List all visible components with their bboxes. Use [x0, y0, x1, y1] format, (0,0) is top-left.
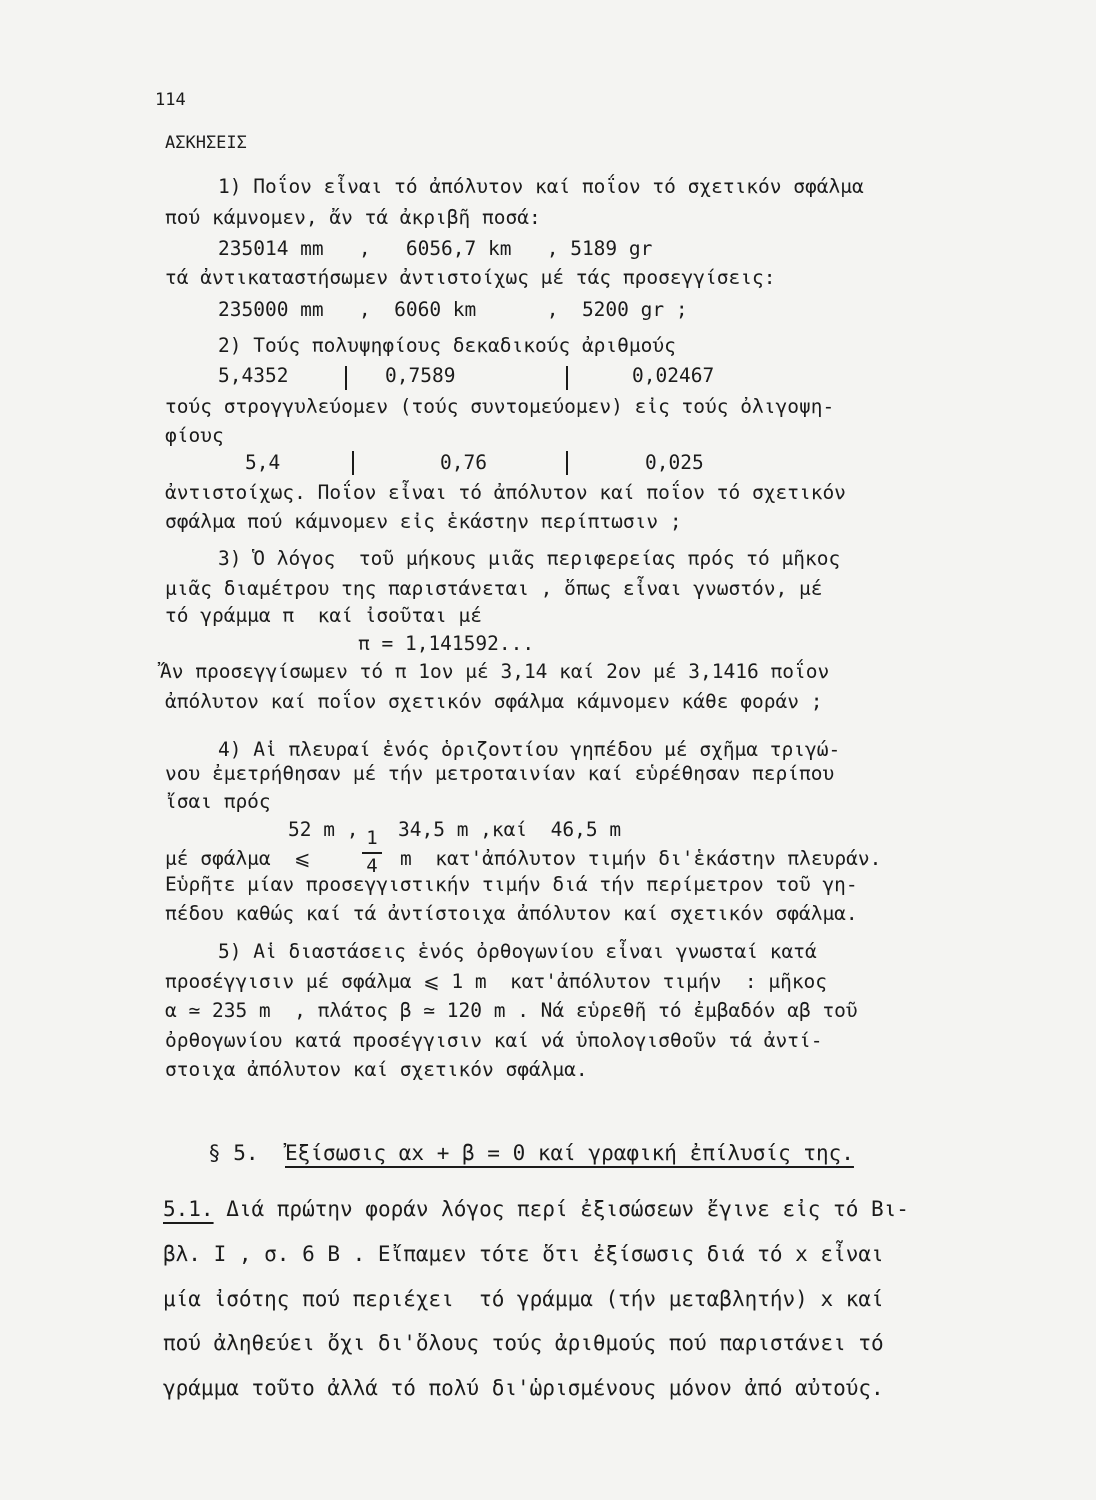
ex4-line-2: νου ἐμετρήθησαν μέ τήν μετροταινίαν καί εὑρέθησαν περίπου — [165, 762, 835, 785]
separator-bar — [345, 366, 347, 390]
ex2-line-6: ἀντιστοίχως. Ποΐον εἶναι τό ἀπόλυτον καί ποΐον τό σχετικόν — [165, 481, 846, 504]
ex4-sides-rest: 34,5 m ,καί 46,5 m — [398, 818, 622, 841]
ex4-line-1: 4) Αἱ πλευραί ἑνός ὁριζοντίου γηπέδου μέ σχῆμα τριγώ- — [218, 738, 841, 761]
ex1-line-3: 235014 mm , 6056,7 km , 5189 gr — [218, 237, 653, 260]
ex5-line-2: προσέγγισιν μέ σφάλμα ⩽ 1 m κατ'ἀπόλυτον τιμήν : μῆκος — [165, 970, 828, 993]
ex5-line-5: στοιχα ἀπόλυτον καί σχετικόν σφάλμα. — [165, 1058, 588, 1081]
ex4-line-3: ἴσαι πρός — [165, 790, 271, 813]
ex3-line-3: τό γράμμα π καί ἰσοῦται μέ — [165, 604, 482, 627]
ex3-line-6: ἀπόλυτον καί ποΐον σχετικόν σφάλμα κάμνομεν κάθε φοράν ; — [165, 690, 823, 713]
para51-line-1 — [163, 1197, 909, 1221]
ex4-line-6: Εὑρῆτε μίαν προσεγγιστικήν τιμήν διά τήν περίμετρον τοῦ γη- — [165, 873, 858, 896]
separator-bar — [566, 451, 568, 475]
ex1-line-5: 235000 mm , 6060 km , 5200 gr ; — [218, 298, 688, 321]
ex2-value-2: 0,7589 — [385, 364, 456, 387]
fraction-numerator: 1 — [366, 827, 378, 849]
section-number: § 5. — [208, 1141, 259, 1165]
para51-line-5: γράμμα τοῦτο ἀλλά τό πολύ δι'ὡρισμένους μόνον ἀπό αὐτούς. — [163, 1376, 884, 1400]
ex2-line-1: 2) Τούς πολυψηφίους δεκαδικούς ἀριθμούς — [218, 334, 676, 357]
ex2-value-3: 0,02467 — [632, 364, 715, 387]
ex2-rounded-1: 5,4 — [245, 451, 281, 474]
ex3-line-2: μιᾶς διαμέτρου της παριστάνεται , ὅπως εἶναι γνωστόν, μέ — [165, 577, 823, 600]
exercises-heading: ΑΣΚΗΣΕΙΣ — [165, 133, 247, 153]
ex5-line-1: 5) Αἱ διαστάσεις ἑνός ὀρθογωνίου εἶναι γνωσταί κατά — [218, 940, 817, 963]
para51-line-3: μία ἰσότης πού περιέχει τό γράμμα (τήν μεταβλητήν) x καί — [163, 1287, 884, 1311]
page-number: 114 — [155, 90, 186, 110]
ex2-line-4: φίους — [165, 424, 224, 447]
para51-line-4: πού ἀληθεύει ὄχι δι'ὅλους τούς ἀριθμούς πού παριστάνει τό — [163, 1331, 884, 1355]
ex5-line-4: ὀρθογωνίου κατά προσέγγισιν καί νά ὑπολογισθοῦν τά ἀντί- — [165, 1029, 823, 1052]
fraction-denominator: 4 — [366, 855, 378, 877]
ex1-line-1: 1) Ποΐον εἶναι τό ἀπόλυτον καί ποΐον τό σχετικόν σφάλμα — [218, 175, 864, 198]
ex4-line-5: m κατ'ἀπόλυτον τιμήν δι'ἑκάστην πλευράν. — [400, 847, 882, 870]
ex1-line-2: πού κάμνομεν, ἄν τά ἀκριβῆ ποσά: — [165, 206, 541, 229]
para51-text: Διά πρώτην φοράν λόγος περί ἐξισώσεων ἔγινε εἰς τό Βι- — [213, 1197, 909, 1221]
ex3-pi-value: π = 1,141592... — [358, 632, 535, 655]
ex3-line-5: Ἄν προσεγγίσωμεν τό π 1ον μέ 3,14 καί 2ον μέ 3,1416 ποΐον — [160, 660, 830, 683]
separator-bar — [566, 366, 568, 390]
ex4-line-7: πέδου καθώς καί τά ἀντίστοιχα ἀπόλυτον καί σχετικόν σφάλμα. — [165, 902, 858, 925]
section-title: Ἐξίσωσις αx + β = 0 καί γραφική ἐπίλυσίς της. — [285, 1141, 854, 1165]
ex2-value-1: 5,4352 — [218, 364, 289, 387]
para51-label: 5.1. — [163, 1197, 214, 1221]
ex1-line-4: τά ἀντικαταστήσωμεν ἀντιστοίχως μέ τάς προσεγγίσεις: — [165, 266, 776, 289]
ex4-side-1: 52 m , — [288, 818, 359, 841]
para51-line-2: βλ. Ι , σ. 6 Β . Εἴπαμεν τότε ὅτι ἐξίσωσις διά τό x εἶναι — [163, 1242, 884, 1266]
ex5-line-3: α ≃ 235 m , πλάτος β ≃ 120 m . Νά εὑρεθῆ τό ἐμβαδόν αβ τοῦ — [165, 999, 858, 1022]
ex2-line-3: τούς στρογγυλεύομεν (τούς συντομεύομεν) εἰς τούς ὀλιγοψη- — [165, 395, 835, 418]
ex2-rounded-3: 0,025 — [645, 451, 704, 474]
fraction-bar — [362, 852, 382, 854]
ex2-rounded-2: 0,76 — [440, 451, 487, 474]
ex4-error-label: μέ σφάλμα ⩽ — [165, 847, 311, 870]
ex2-line-7: σφάλμα πού κάμνομεν εἰς ἑκάστην περίπτωσιν ; — [165, 510, 682, 533]
separator-bar — [352, 451, 354, 475]
ex3-line-1: 3) Ὁ λόγος τοῦ μήκους μιᾶς περιφερείας πρός τό μῆκος — [218, 547, 841, 570]
